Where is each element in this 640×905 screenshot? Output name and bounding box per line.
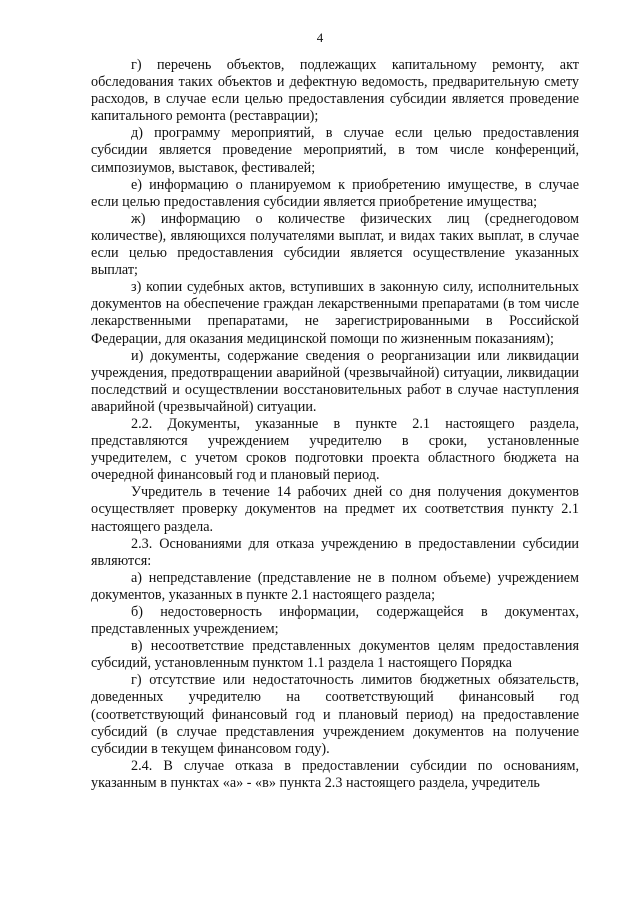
paragraph-item-z: з) копии судебных актов, вступивших в законную силу, исполнительных документов на обеспечение граждан лекарственными препаратами (в том числе лекарственными препаратами, не зарегистрированными в Российской Федерации, для оказания медицинской помощи по жизненным показаниям); bbox=[91, 279, 579, 347]
paragraph-section-2-3: 2.3. Основаниями для отказа учреждению в предоставлении субсидии являются: bbox=[91, 535, 579, 569]
paragraph-item-i: и) документы, содержание сведения о реорганизации или ликвидации учреждения, предотвращении аварийной (чрезвычайной) ситуации, ликвидации последствий и осуществлении восстановительных работ в случае наступления аварийной (чрезвычайной) ситуации. bbox=[91, 347, 579, 415]
paragraph-refusal-a: а) непредставление (представление не в полном объеме) учреждением документов, указанных в пункте 2.1 настоящего раздела; bbox=[91, 569, 579, 603]
paragraph-section-2-2: 2.2. Документы, указанные в пункте 2.1 настоящего раздела, представляются учреждением учредителю в сроки, установленные учредителем, с учетом сроков подготовки проекта областного бюджета на очередной финансовый год и плановый период. bbox=[91, 415, 579, 484]
paragraph-section-2-4: 2.4. В случае отказа в предоставлении субсидии по основаниям, указанным в пунктах «а» - «в» пункта 2.3 настоящего раздела, учредитель bbox=[91, 757, 579, 791]
document-body bbox=[91, 57, 579, 792]
paragraph-item-e: е) информацию о планируемом к приобретению имуществе, в случае если целью предоставления субсидии является приобретение имущества; bbox=[91, 176, 579, 210]
paragraph-item-g: г) перечень объектов, подлежащих капитальному ремонту, акт обследования таких объектов и дефектную ведомость, предварительную смету расходов, в случае если целью предоставления субсидии является проведение капитального ремонта (реставрации); bbox=[91, 57, 579, 125]
paragraph-refusal-g: г) отсутствие или недостаточность лимитов бюджетных обязательств, доведенных учредителю на соответствующий финансовый год (соответствующий финансовый год и плановый период) на предоставление субсидий (в случае представления учреждением документов на получение субсидии в текущем финансовом году). bbox=[91, 672, 579, 757]
page-number: 4 bbox=[316, 30, 324, 45]
paragraph-item-d: д) программу мероприятий, в случае если целью предоставления субсидии является проведение мероприятий, в том числе конференций, симпозиумов, выставок, фестивалей; bbox=[91, 125, 579, 176]
paragraph-item-zh: ж) информацию о количестве физических лиц (среднегодовом количестве), являющихся получателями выплат, и видах таких выплат, в случае если целью предоставления субсидии является осуществление указанных выплат; bbox=[91, 210, 579, 279]
paragraph-refusal-v: в) несоответствие представленных документов целям предоставления субсидий, установленным пунктом 1.1 раздела 1 настоящего Порядка bbox=[91, 638, 579, 672]
paragraph-verification: Учредитель в течение 14 рабочих дней со дня получения документов осуществляет проверку документов на предмет их соответствия пункту 2.1 настоящего раздела. bbox=[91, 484, 579, 535]
paragraph-refusal-b: б) недостоверность информации, содержащейся в документах, представленных учреждением; bbox=[91, 604, 579, 638]
